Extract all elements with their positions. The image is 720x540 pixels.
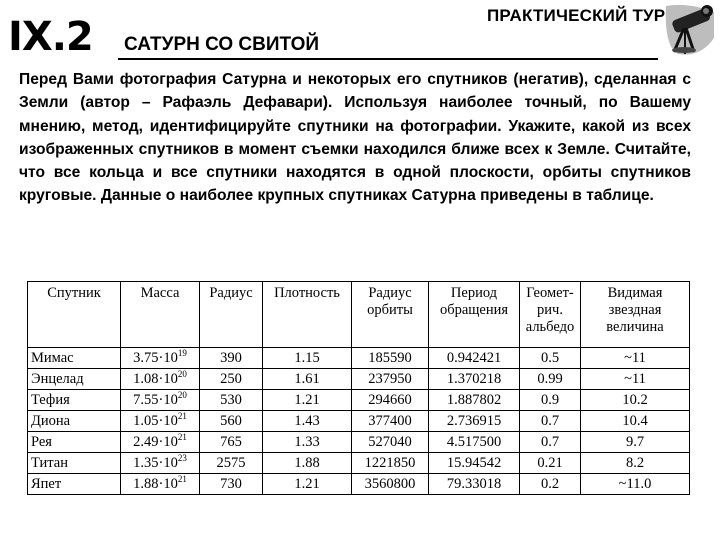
satellite-density: 1.21	[263, 390, 352, 411]
col-header-radius: Радиус	[200, 282, 263, 348]
table-header-row	[28, 282, 690, 348]
satellite-mass: $3.75\cdot 10^{19}$	[121, 348, 200, 369]
satellite-name: Тефия	[28, 390, 121, 411]
satellite-period: 15.94542	[429, 453, 520, 474]
satellite-albedo: 0.5	[520, 348, 581, 369]
satellite-magnitude: ~11	[581, 348, 690, 369]
satellite-mass: $1.08\cdot 10^{20}$	[121, 369, 200, 390]
satellite-orbit-radius: 185590	[352, 348, 429, 369]
satellite-density: 1.43	[263, 411, 352, 432]
satellite-magnitude: 10.2	[581, 390, 690, 411]
satellite-albedo: 0.7	[520, 432, 581, 453]
satellite-magnitude: ~11.0	[581, 474, 690, 495]
satellite-period: 1.370218	[429, 369, 520, 390]
task-description: Перед Вами фотография Сатурна и некоторых его спутников (негатив), сделанная с Земли (автор – Рафаэль Дефавари). Используя наиболее точный, по Вашему мнению, метод, идентифицируйте спутники на фотографии. Укажите, какой из всех изображенных спутников в момент съемки находился ближе всех к Земле. Считайте, что все кольца и все спутники находятся в одной плоскости, орбиты спутников круговые. Данные о наиболее крупных спутниках Сатурна приведены в таблице.	[19, 71, 691, 205]
satellite-name: Диона	[28, 411, 121, 432]
satellite-density: 1.88	[263, 453, 352, 474]
satellite-magnitude: 8.2	[581, 453, 690, 474]
table-row	[28, 474, 690, 495]
col-header-albedo: Геомет-рич. альбедо	[520, 282, 581, 348]
satellite-name: Япет	[28, 474, 121, 495]
satellite-period: 4.517500	[429, 432, 520, 453]
satellite-radius: 765	[200, 432, 263, 453]
satellite-name: Энцелад	[28, 369, 121, 390]
satellite-name: Титан	[28, 453, 121, 474]
satellite-magnitude: ~11	[581, 369, 690, 390]
satellite-mass: $2.49\cdot 10^{21}$	[121, 432, 200, 453]
satellite-name: Рея	[28, 432, 121, 453]
satellite-period: 0.942421	[429, 348, 520, 369]
satellite-period: 79.33018	[429, 474, 520, 495]
table-row	[28, 348, 690, 369]
satellite-radius: 390	[200, 348, 263, 369]
satellite-mass: $1.35\cdot 10^{23}$	[121, 453, 200, 474]
satellite-density: 1.21	[263, 474, 352, 495]
satellite-radius: 560	[200, 411, 263, 432]
col-header-mass: Масса	[121, 282, 200, 348]
table-row	[28, 411, 690, 432]
table-row	[28, 453, 690, 474]
satellite-albedo: 0.2	[520, 474, 581, 495]
telescope-icon	[658, 2, 718, 58]
satellite-period: 1.887802	[429, 390, 520, 411]
tour-label: ПРАКТИЧЕСКИЙ ТУР	[487, 6, 666, 25]
satellite-albedo: 0.9	[520, 390, 581, 411]
satellite-period: 2.736915	[429, 411, 520, 432]
satellite-mass: $7.55\cdot 10^{20}$	[121, 390, 200, 411]
satellite-name: Мимас	[28, 348, 121, 369]
satellite-radius: 530	[200, 390, 263, 411]
satellite-orbit-radius: 527040	[352, 432, 429, 453]
satellites-table	[27, 281, 690, 495]
satellite-density: 1.61	[263, 369, 352, 390]
satellite-orbit-radius: 1221850	[352, 453, 429, 474]
satellite-density: 1.15	[263, 348, 352, 369]
satellite-albedo: 0.99	[520, 369, 581, 390]
table-row	[28, 432, 690, 453]
satellite-albedo: 0.7	[520, 411, 581, 432]
col-header-magnitude: Видимая звездная величина	[581, 282, 690, 348]
header-divider	[118, 58, 658, 60]
satellite-mass: $1.88\cdot 10^{21}$	[121, 474, 200, 495]
section-code: IX.2	[8, 14, 93, 60]
satellite-radius: 730	[200, 474, 263, 495]
satellite-magnitude: 10.4	[581, 411, 690, 432]
col-header-name: Спутник	[28, 282, 121, 348]
col-header-orbit-radius: Радиус орбиты	[352, 282, 429, 348]
satellite-albedo: 0.21	[520, 453, 581, 474]
table-body	[28, 348, 690, 495]
satellite-radius: 2575	[200, 453, 263, 474]
satellite-radius: 250	[200, 369, 263, 390]
table-row	[28, 369, 690, 390]
satellite-orbit-radius: 237950	[352, 369, 429, 390]
satellite-orbit-radius: 377400	[352, 411, 429, 432]
col-header-period: Период обращения	[429, 282, 520, 348]
satellite-density: 1.33	[263, 432, 352, 453]
satellite-orbit-radius: 3560800	[352, 474, 429, 495]
table-row	[28, 390, 690, 411]
satellite-mass: $1.05\cdot 10^{21}$	[121, 411, 200, 432]
satellite-magnitude: 9.7	[581, 432, 690, 453]
page-title: САТУРН СО СВИТОЙ	[124, 34, 320, 55]
col-header-density: Плотность	[263, 282, 352, 348]
satellite-orbit-radius: 294660	[352, 390, 429, 411]
